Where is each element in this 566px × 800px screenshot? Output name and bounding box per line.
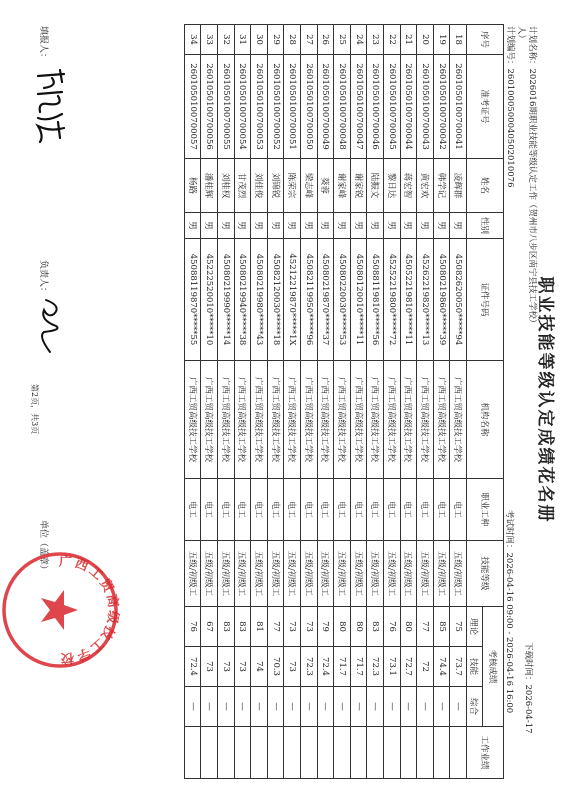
cell-job: 电工	[184, 479, 201, 541]
cell-level: 五级/初级工	[201, 541, 218, 607]
header-gender: 性别	[467, 213, 504, 239]
cell-name: 刘桂权	[218, 159, 235, 213]
cell-no: 25	[334, 25, 351, 55]
cell-name: 葵蓉	[317, 159, 334, 213]
cell-name: 潘桂辉	[201, 159, 218, 213]
cell-comp: —	[201, 687, 218, 727]
cell-card: 45080219860*****39	[433, 239, 450, 361]
cell-job: 电工	[450, 479, 467, 541]
cell-comp: —	[367, 687, 384, 727]
cell-no: 22	[384, 25, 401, 55]
responsible-signature	[36, 296, 66, 356]
cell-id: 2601050100700051	[284, 55, 301, 159]
header-comprehensive: 综合	[467, 687, 483, 727]
cell-theory: 73	[284, 607, 301, 647]
cell-remark	[284, 727, 301, 779]
cell-remark	[234, 727, 251, 779]
cell-id: 2601050100700041	[450, 55, 467, 159]
cell-theory: 75	[450, 607, 467, 647]
cell-no: 21	[400, 25, 417, 55]
official-seal	[0, 548, 122, 672]
header-theory: 理论	[467, 607, 483, 647]
cell-remark	[367, 727, 384, 779]
cell-card: 45082120030*****18	[267, 239, 284, 361]
cell-gender: 男	[267, 213, 284, 239]
cell-org: 广西工贸高级技工学校	[317, 361, 334, 479]
cell-theory: 79	[317, 607, 334, 647]
cell-theory: 85	[433, 607, 450, 647]
cell-name: 梁志峰	[301, 159, 318, 213]
cell-remark	[433, 727, 450, 779]
cell-id: 2601050100700056	[201, 55, 218, 159]
score-table	[184, 24, 504, 779]
header-remark: 工作业绩	[467, 727, 504, 779]
cell-no: 26	[317, 25, 334, 55]
cell-no: 18	[450, 25, 467, 55]
cell-comp: —	[301, 687, 318, 727]
cell-level: 五级/初级工	[251, 541, 268, 607]
cell-skill: 73	[234, 647, 251, 687]
header-exam-id: 准考证号	[467, 55, 504, 159]
cell-id: 2601050100700043	[417, 55, 434, 159]
cell-level: 五级/初级工	[417, 541, 434, 607]
cell-gender: 男	[384, 213, 401, 239]
download-time: 下载时间：2026-04-17	[523, 642, 533, 734]
cell-comp: —	[218, 687, 235, 727]
cell-remark	[301, 727, 318, 779]
cell-gender: 男	[234, 213, 251, 239]
header-skill: 技能	[467, 647, 483, 687]
document-title: 职业技能等级认定成绩花名册	[535, 276, 555, 524]
plan-number: 计划编号：2601000500040502010076	[505, 26, 515, 188]
cell-theory: 80	[350, 607, 367, 647]
table-row	[284, 25, 301, 779]
cell-no: 34	[184, 25, 201, 55]
cell-level: 五级/初级工	[433, 541, 450, 607]
cell-org: 广西工贸高级技工学校	[218, 361, 235, 479]
cell-org: 广西工贸高级技工学校	[334, 361, 351, 479]
cell-job: 电工	[284, 479, 301, 541]
cell-skill: 74.4	[433, 647, 450, 687]
cell-gender: 男	[201, 213, 218, 239]
cell-no: 32	[218, 25, 235, 55]
cell-level: 五级/初级工	[184, 541, 201, 607]
cell-gender: 男	[317, 213, 334, 239]
cell-no: 20	[417, 25, 434, 55]
table-row	[251, 25, 268, 779]
cell-remark	[350, 727, 367, 779]
cell-comp: —	[433, 687, 450, 727]
cell-id: 2601050100700046	[367, 55, 384, 159]
cell-id: 2601050100700055	[218, 55, 235, 159]
cell-skill: 73	[218, 647, 235, 687]
cell-gender: 男	[251, 213, 268, 239]
cell-remark	[218, 727, 235, 779]
cell-theory: 81	[251, 607, 268, 647]
header-no: 序号	[467, 25, 504, 55]
cell-name: 杨路	[184, 159, 201, 213]
cell-theory: 73	[301, 607, 318, 647]
cell-skill: 72.4	[317, 647, 334, 687]
cell-skill: 72.7	[400, 647, 417, 687]
footer-responsible: 负责人：	[38, 260, 48, 297]
page-number: 第2页，共3页	[30, 384, 39, 435]
cell-remark	[201, 727, 218, 779]
cell-no: 29	[267, 25, 284, 55]
table-row	[317, 25, 334, 779]
cell-comp: —	[317, 687, 334, 727]
cell-card: 45080219940*****38	[234, 239, 251, 361]
cell-skill: 71.7	[350, 647, 367, 687]
cell-job: 电工	[400, 479, 417, 541]
cell-org: 广西工贸高级技工学校	[350, 361, 367, 479]
cell-level: 五级/初级工	[301, 541, 318, 607]
cell-skill: 71.7	[334, 647, 351, 687]
cell-job: 电工	[317, 479, 334, 541]
cell-level: 五级/初级工	[400, 541, 417, 607]
cell-org: 广西工贸高级技工学校	[384, 361, 401, 479]
cell-skill: 72	[417, 647, 434, 687]
cell-card: 45088119870*****55	[184, 239, 201, 361]
cell-org: 广西工贸高级技工学校	[367, 361, 384, 479]
cell-job: 电工	[417, 479, 434, 541]
table-row	[367, 25, 384, 779]
cell-gender: 男	[184, 213, 201, 239]
plan-name-continuation: 人）	[516, 26, 526, 44]
cell-gender: 男	[400, 213, 417, 239]
cell-theory: 67	[201, 607, 218, 647]
cell-id: 2601050100700054	[234, 55, 251, 159]
table-row	[301, 25, 318, 779]
cell-no: 28	[284, 25, 301, 55]
cell-id: 2601050100700050	[301, 55, 318, 159]
cell-card: 45212219870*****1X	[284, 239, 301, 361]
cell-job: 电工	[267, 479, 284, 541]
cell-name: 刘佳俊	[251, 159, 268, 213]
cell-theory: 77	[417, 607, 434, 647]
cell-card: 45080120010*****11	[350, 239, 367, 361]
cell-level: 五级/初级工	[384, 541, 401, 607]
cell-remark	[184, 727, 201, 779]
cell-no: 27	[301, 25, 318, 55]
header-id-card: 证件号码	[467, 239, 504, 361]
cell-level: 五级/初级工	[218, 541, 235, 607]
cell-skill: 70.3	[267, 647, 284, 687]
cell-name: 陆振文	[367, 159, 384, 213]
cell-name: 蒋宏智	[400, 159, 417, 213]
cell-job: 电工	[350, 479, 367, 541]
cell-name: 甘茂烈	[234, 159, 251, 213]
table-body	[184, 25, 466, 779]
cell-job: 电工	[367, 479, 384, 541]
cell-job: 电工	[251, 479, 268, 541]
cell-remark	[317, 727, 334, 779]
cell-theory: 83	[234, 607, 251, 647]
cell-theory: 83	[367, 607, 384, 647]
cell-job: 电工	[433, 479, 450, 541]
cell-card: 45222520010*****10	[201, 239, 218, 361]
table-row	[201, 25, 218, 779]
cell-job: 电工	[234, 479, 251, 541]
cell-theory: 76	[384, 607, 401, 647]
cell-job: 电工	[384, 479, 401, 541]
cell-skill: 72.3	[301, 647, 318, 687]
cell-comp: —	[334, 687, 351, 727]
cell-gender: 男	[218, 213, 235, 239]
cell-name: 韩学记	[433, 159, 450, 213]
cell-card: 45080220030*****53	[334, 239, 351, 361]
cell-id: 2601050100700045	[384, 55, 401, 159]
table-row	[267, 25, 284, 779]
cell-comp: —	[284, 687, 301, 727]
cell-comp: —	[384, 687, 401, 727]
cell-no: 23	[367, 25, 384, 55]
cell-org: 广西工贸高级技工学校	[433, 361, 450, 479]
cell-gender: 男	[450, 213, 467, 239]
preparer-signature	[34, 66, 68, 146]
cell-level: 五级/初级工	[350, 541, 367, 607]
cell-id: 2601050100700047	[350, 55, 367, 159]
cell-id: 2601050100700042	[433, 55, 450, 159]
cell-name: 谢家峰	[334, 159, 351, 213]
table-row	[417, 25, 434, 779]
cell-remark	[334, 727, 351, 779]
cell-remark	[384, 727, 401, 779]
table-row	[334, 25, 351, 779]
cell-org: 广西工贸高级技工学校	[251, 361, 268, 479]
cell-card: 45088119810*****56	[367, 239, 384, 361]
cell-id: 2601050100700057	[184, 55, 201, 159]
cell-comp: —	[251, 687, 268, 727]
cell-job: 电工	[201, 479, 218, 541]
cell-level: 五级/初级工	[317, 541, 334, 607]
cell-comp: —	[234, 687, 251, 727]
table-row	[433, 25, 450, 779]
cell-gender: 男	[367, 213, 384, 239]
footer-unit: 单位（盖章）	[38, 520, 48, 575]
cell-org: 广西工贸高级技工学校	[301, 361, 318, 479]
cell-gender: 男	[284, 213, 301, 239]
cell-name: 刘锦锐	[267, 159, 284, 213]
cell-no: 30	[251, 25, 268, 55]
cell-theory: 77	[267, 607, 284, 647]
cell-card: 45082119950*****96	[301, 239, 318, 361]
header-level: 技能等级	[467, 541, 504, 607]
cell-card: 45262219820*****13	[417, 239, 434, 361]
header-score-group: 考核成绩	[483, 607, 504, 727]
cell-theory: 80	[400, 607, 417, 647]
table-row	[400, 25, 417, 779]
cell-skill: 72.4	[184, 647, 201, 687]
cell-remark	[267, 727, 284, 779]
cell-skill: 74	[251, 647, 268, 687]
cell-org: 广西工贸高级技工学校	[284, 361, 301, 479]
cell-level: 五级/初级工	[267, 541, 284, 607]
cell-gender: 男	[301, 213, 318, 239]
table-row	[450, 25, 467, 779]
cell-org: 广西工贸高级技工学校	[234, 361, 251, 479]
cell-no: 19	[433, 25, 450, 55]
table-row	[234, 25, 251, 779]
cell-card: 45052219810*****11	[400, 239, 417, 361]
cell-comp: —	[450, 687, 467, 727]
cell-name: 黎日达	[384, 159, 401, 213]
cell-org: 广西工贸高级技工学校	[267, 361, 284, 479]
cell-job: 电工	[301, 479, 318, 541]
cell-name: 谢家锐	[350, 159, 367, 213]
cell-org: 广西工贸高级技工学校	[201, 361, 218, 479]
cell-comp: —	[417, 687, 434, 727]
cell-id: 2601050100700052	[267, 55, 284, 159]
plan-name: 计划名称：2026016期职业技能等级认定工作（贺州市八步区南宁县技工学校）	[527, 26, 537, 328]
cell-comp: —	[350, 687, 367, 727]
cell-job: 电工	[334, 479, 351, 541]
cell-comp: —	[184, 687, 201, 727]
cell-theory: 80	[334, 607, 351, 647]
cell-skill: 73.7	[450, 647, 467, 687]
cell-level: 五级/初级工	[450, 541, 467, 607]
cell-skill: 72.3	[367, 647, 384, 687]
cell-id: 2601050100700053	[251, 55, 268, 159]
cell-card: 45080219980*****43	[251, 239, 268, 361]
cell-id: 2601050100700048	[334, 55, 351, 159]
cell-no: 24	[350, 25, 367, 55]
cell-gender: 男	[417, 213, 434, 239]
cell-job: 电工	[218, 479, 235, 541]
cell-org: 广西工贸高级技工学校	[184, 361, 201, 479]
cell-name: 陈荣宗	[284, 159, 301, 213]
cell-level: 五级/初级工	[234, 541, 251, 607]
cell-card: 45252219800*****72	[384, 239, 401, 361]
cell-remark	[417, 727, 434, 779]
header-name: 姓名	[467, 159, 504, 213]
table-row	[218, 25, 235, 779]
cell-org: 广西工贸高级技工学校	[417, 361, 434, 479]
cell-org: 广西工贸高级技工学校	[450, 361, 467, 479]
header-org: 机构名称	[467, 361, 504, 479]
header-job: 职业工种	[467, 479, 504, 541]
cell-skill: 73	[284, 647, 301, 687]
cell-remark	[400, 727, 417, 779]
table-row	[350, 25, 367, 779]
cell-no: 31	[234, 25, 251, 55]
cell-remark	[450, 727, 467, 779]
cell-card: 45082620050*****94	[450, 239, 467, 361]
table-row	[384, 25, 401, 779]
cell-gender: 男	[433, 213, 450, 239]
cell-theory: 76	[184, 607, 201, 647]
cell-comp: —	[400, 687, 417, 727]
cell-theory: 83	[218, 607, 235, 647]
cell-level: 五级/初级工	[334, 541, 351, 607]
cell-card: 45080219870*****37	[317, 239, 334, 361]
cell-skill: 73.1	[384, 647, 401, 687]
footer-preparer: 填报人：	[38, 26, 48, 63]
cell-comp: —	[267, 687, 284, 727]
seal-text: 广西工贸高级技工学校	[58, 554, 121, 666]
cell-card: 45080219990*****14	[218, 239, 235, 361]
cell-id: 2601050100700044	[400, 55, 417, 159]
cell-no: 33	[201, 25, 218, 55]
exam-time: 考试时间：2026-04-16 09:00 - 2026-04-16 16:00	[504, 510, 514, 714]
cell-level: 五级/初级工	[367, 541, 384, 607]
cell-name: 黄宏欢	[417, 159, 434, 213]
cell-name: 凌辉群	[450, 159, 467, 213]
table-row	[184, 25, 201, 779]
cell-skill: 73	[201, 647, 218, 687]
cell-remark	[251, 727, 268, 779]
cell-id: 2601050100700049	[317, 55, 334, 159]
cell-org: 广西工贸高级技工学校	[400, 361, 417, 479]
cell-gender: 男	[350, 213, 367, 239]
cell-gender: 男	[334, 213, 351, 239]
cell-level: 五级/初级工	[284, 541, 301, 607]
